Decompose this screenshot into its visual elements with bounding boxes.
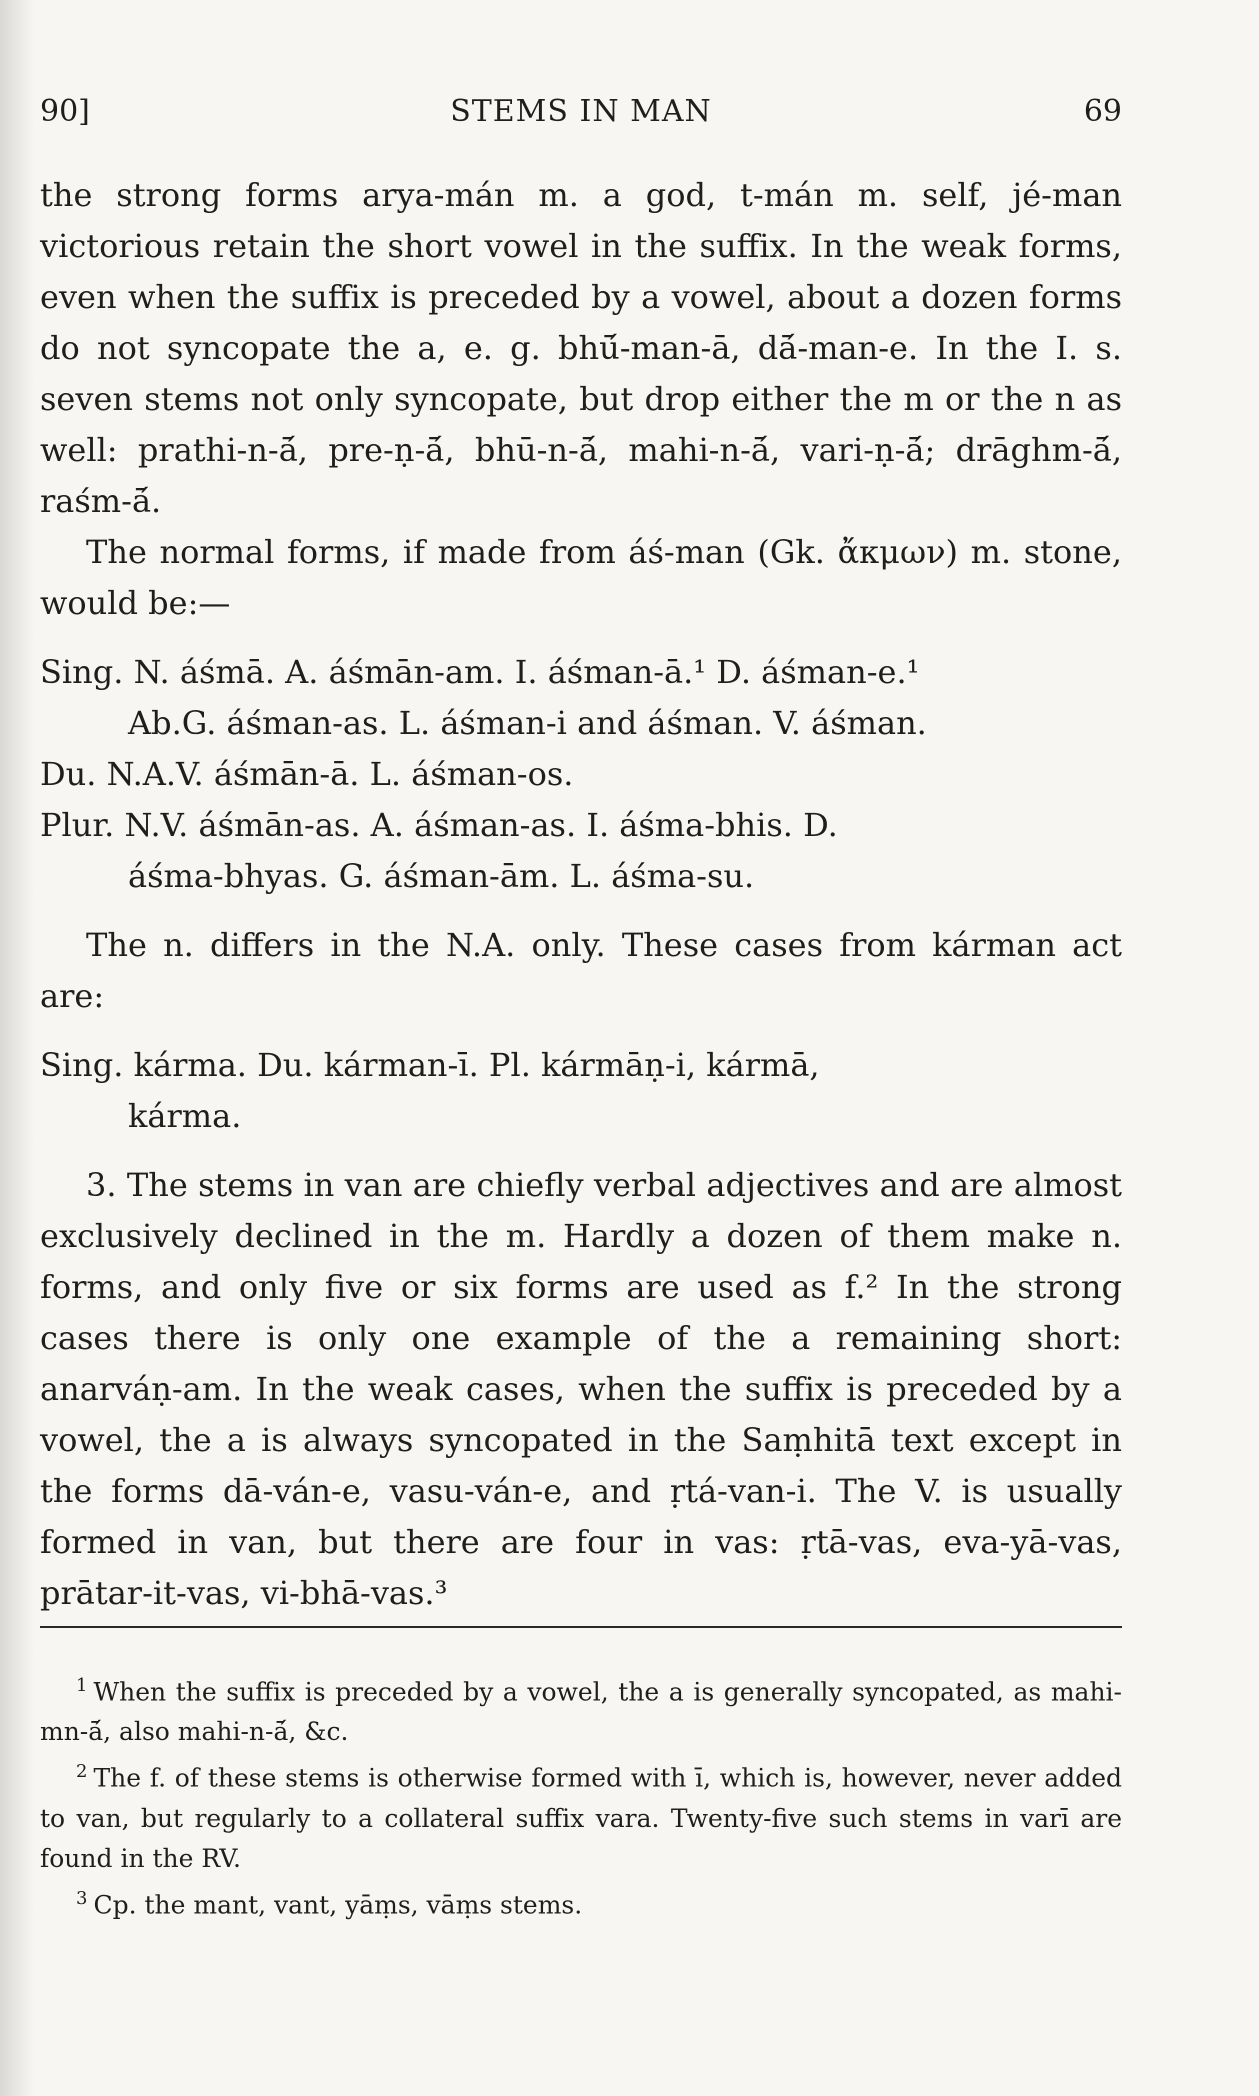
footnote-number: 1 <box>76 1675 88 1696</box>
footnote-1 <box>40 1666 1122 1752</box>
declension-dual: Du. N.A.V. áśmān-ā. L. áśman-os. <box>40 755 574 793</box>
paragraph-normal-forms: The normal forms, if made from áś-man (Gk. ἄκμων) m. stone, would be:— <box>40 533 1122 622</box>
section-number: 90] <box>40 94 90 129</box>
footnote-number: 2 <box>76 1761 88 1783</box>
declension-singular-line-1: Sing. N. áśmā. A. áśmān-am. I. áśman-ā.¹ D. áśman-e.¹ <box>40 653 920 691</box>
neuter-forms-line-1: Sing. kárma. Du. kárman-ī. Pl. kármāṇ-i, kármā, <box>40 1046 820 1084</box>
footnote-divider <box>40 1626 1122 1628</box>
page-number: 69 <box>1083 94 1122 129</box>
paragraph-neuter: The n. differs in the N.A. only. These cases from kárman act are: <box>40 926 1122 1015</box>
declension-plural-line-1: Plur. N.V. áśmān-as. A. áśman-as. I. áśma-bhis. D. <box>40 806 838 844</box>
footnote-2 <box>40 1752 1122 1878</box>
paragraph-van-stems: 3. The stems in van are chiefly verbal adjectives and are almost exclusively declined in the m. Hardly a dozen of them make n. forms, and only five or six forms are used as f.² In the strong cases there is only one example of the a remaining short: anarváṇ-am. In the weak cases, when the suffix is preceded by a vowel, the a is always syncopated in the Saṃhitā text except in the forms dā-ván-e, vasu-ván-e, and ṛtá-van-i. The V. is usually formed in van, but there are four in vas: ṛtā-vas, eva-yā-vas, prātar-it-vas, vi-bhā-vas.³ <box>40 1166 1122 1612</box>
main-text <box>40 170 1122 1619</box>
paragraph-strong-forms: the strong forms arya-mán m. a god, t-mán m. self, jé-man victorious retain the short vowel in the suffix. In the weak forms, even when the suffix is preceded by a vowel, about a dozen forms do not syncopate the a, e. g. bhū́-man-ā, dā́-man-e. In the I. s. seven stems not only syncopate, but drop either the m or the n as well: prathi-n-ā́, pre-ṇ-ā́, bhū-n-ā́, mahi-n-ā́, vari-ṇ-ā́; drāghm-ā́, raśm-ā́. <box>40 176 1122 520</box>
footnote-text: Cp. the mant, vant, yāṃs, vāṃs stems. <box>93 1889 583 1919</box>
footnote-text: The f. of these stems is otherwise formed with ī, which is, however, never added to van, but regularly to a collateral suffix vara. Twenty-five such stems in varī are found in the RV. <box>40 1763 1122 1873</box>
footnote-number: 3 <box>76 1887 88 1909</box>
footnote-text: When the suffix is preceded by a vowel, the a is generally syncopated, as mahi-mn-ā́, also mahi-n-ā́, &c. <box>40 1677 1122 1747</box>
declension-plural-line-2: áśma-bhyas. G. áśman-ām. L. áśma-su. <box>128 857 755 895</box>
spacer <box>40 902 1122 920</box>
running-title: STEMS IN MAN <box>450 94 712 129</box>
footnote-3 <box>40 1879 1122 1925</box>
neuter-forms-line-2: kárma. <box>128 1097 242 1135</box>
spacer <box>40 1142 1122 1160</box>
spacer <box>40 629 1122 647</box>
running-header <box>40 94 1122 134</box>
spacer <box>40 1022 1122 1040</box>
page-gutter-shadow <box>0 0 34 2096</box>
footnotes <box>40 1666 1122 1925</box>
declension-singular-line-2: Ab.G. áśman-as. L. áśman-i and áśman. V. áśman. <box>128 704 927 742</box>
